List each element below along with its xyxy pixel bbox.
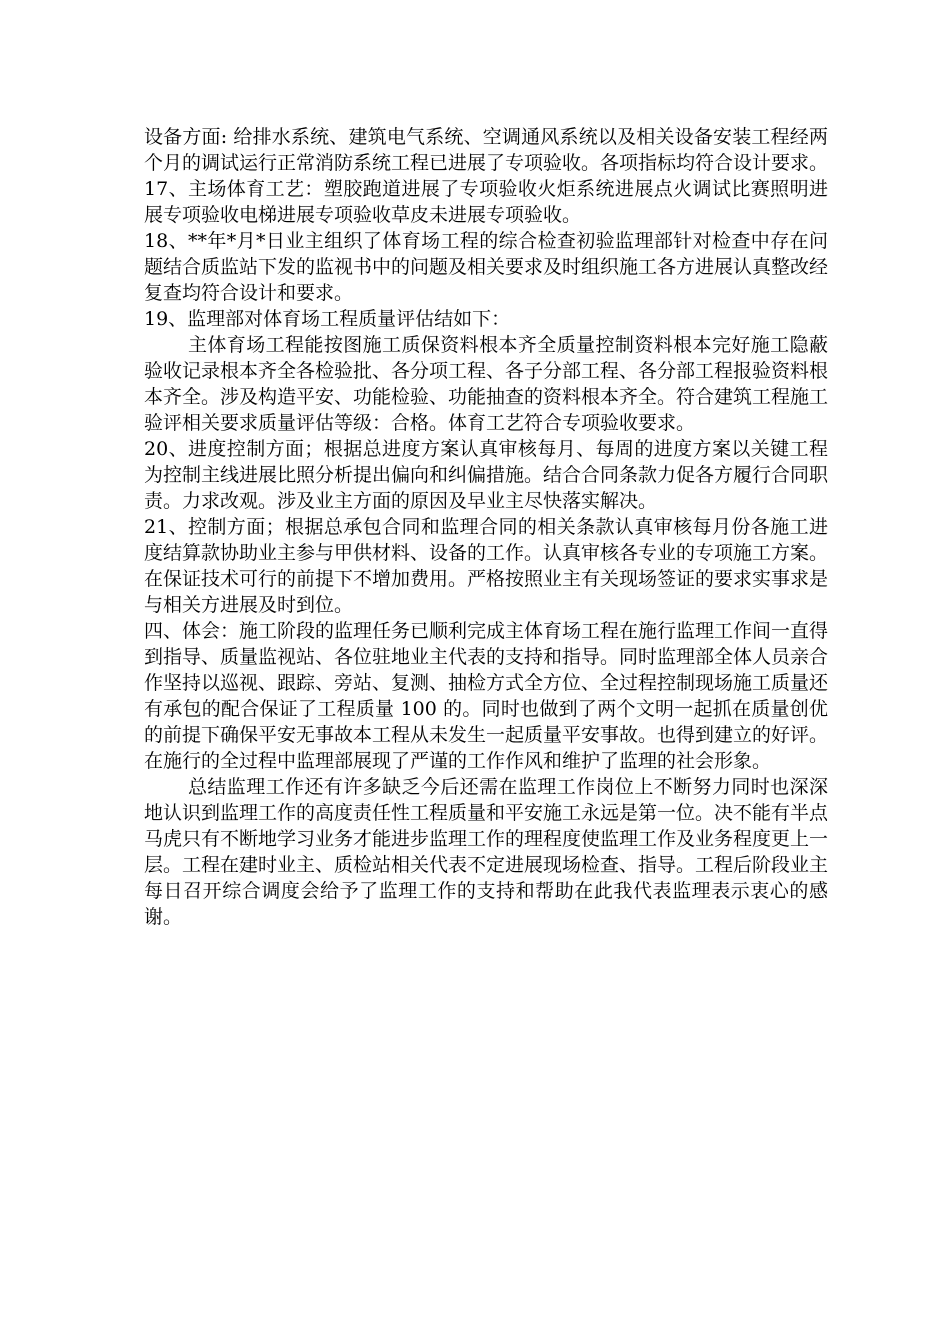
paragraph-quality-assessment: 主体育场工程能按图施工质保资料根本齐全质量控制资料根本完好施工隐蔽验收记录根本齐全各检验批、各分项工程、各子分部工程、各分部工程报验资料根本齐全。涉及构造平安、功能检验、功能抽查的资料根本齐全。符合建筑工程施工验评相关要求质量评估等级：合格。体育工艺符合专项验收要求。 (144, 334, 829, 434)
paragraph-18: 18、**年*月*日业主组织了体育场工程的综合检查初验监理部针对检查中存在问题结合质监站下发的监视书中的问题及相关要求及时组织施工各方进展认真整改经复查均符合设计和要求。 (144, 230, 829, 304)
paragraph-summary: 总结监理工作还有许多缺乏今后还需在监理工作岗位上不断努力同时也深深地认识到监理工作的高度责任性工程质量和平安施工永远是第一位。决不能有半点马虎只有不断地学习业务才能进步监理工作的理程度使监理工作及业务程度更上一层。工程在建时业主、质检站相关代表不定进展现场检查、指导。工程后阶段业主每日召开综合调度会给予了监理工作的支持和帮助在此我代表监理表示衷心的感谢。 (144, 776, 829, 928)
paragraph-17: 17、主场体育工艺：塑胶跑道进展了专项验收火炬系统进展点火调试比赛照明进展专项验收电梯进展专项验收草皮未进展专项验收。 (144, 178, 828, 226)
paragraph-section-4: 四、体会：施工阶段的监理任务已顺利完成主体育场工程在施行监理工作间一直得到指导、质量监视站、各位驻地业主代表的支持和指导。同时监理部全体人员亲合作坚持以巡视、跟踪、旁站、复测、抽检方式全方位、全过程控制现场施工质量还有承包的配合保证了工程质量 100 的。同时也做到了两个文明一起抓在质量创优的前提下确保平安无事故本工程从未发生一起质量平安事故。也得到建立的好评。在施行的全过程中监理部展现了严谨的工作作风和维护了监理的社会形象。 (144, 620, 829, 772)
paragraph-19: 19、监理部对体育场工程质量评估结如下： (144, 308, 511, 330)
paragraph-21: 21、控制方面；根据总承包合同和监理合同的相关条款认真审核每月份各施工进度结算款协助业主参与甲供材料、设备的工作。认真审核各专业的专项施工方案。在保证技术可行的前提下不增加费用。严格按照业主有关现场签证的要求实事求是与相关方进展及时到位。 (144, 516, 829, 616)
paragraph-equipment: 设备方面: 给排水系统、建筑电气系统、空调通风系统以及相关设备安装工程经两个月的调试运行正常消防系统工程已进展了专项验收。各项指标均符合设计要求。 (144, 126, 829, 174)
document-body (144, 124, 828, 930)
paragraph-20: 20、进度控制方面；根据总进度方案认真审核每月、每周的进度方案以关键工程为控制主线进展比照分析提出偏向和纠偏措施。结合合同条款力促各方履行合同职责。力求改观。涉及业主方面的原因及早业主尽快落实解决。 (144, 438, 829, 512)
